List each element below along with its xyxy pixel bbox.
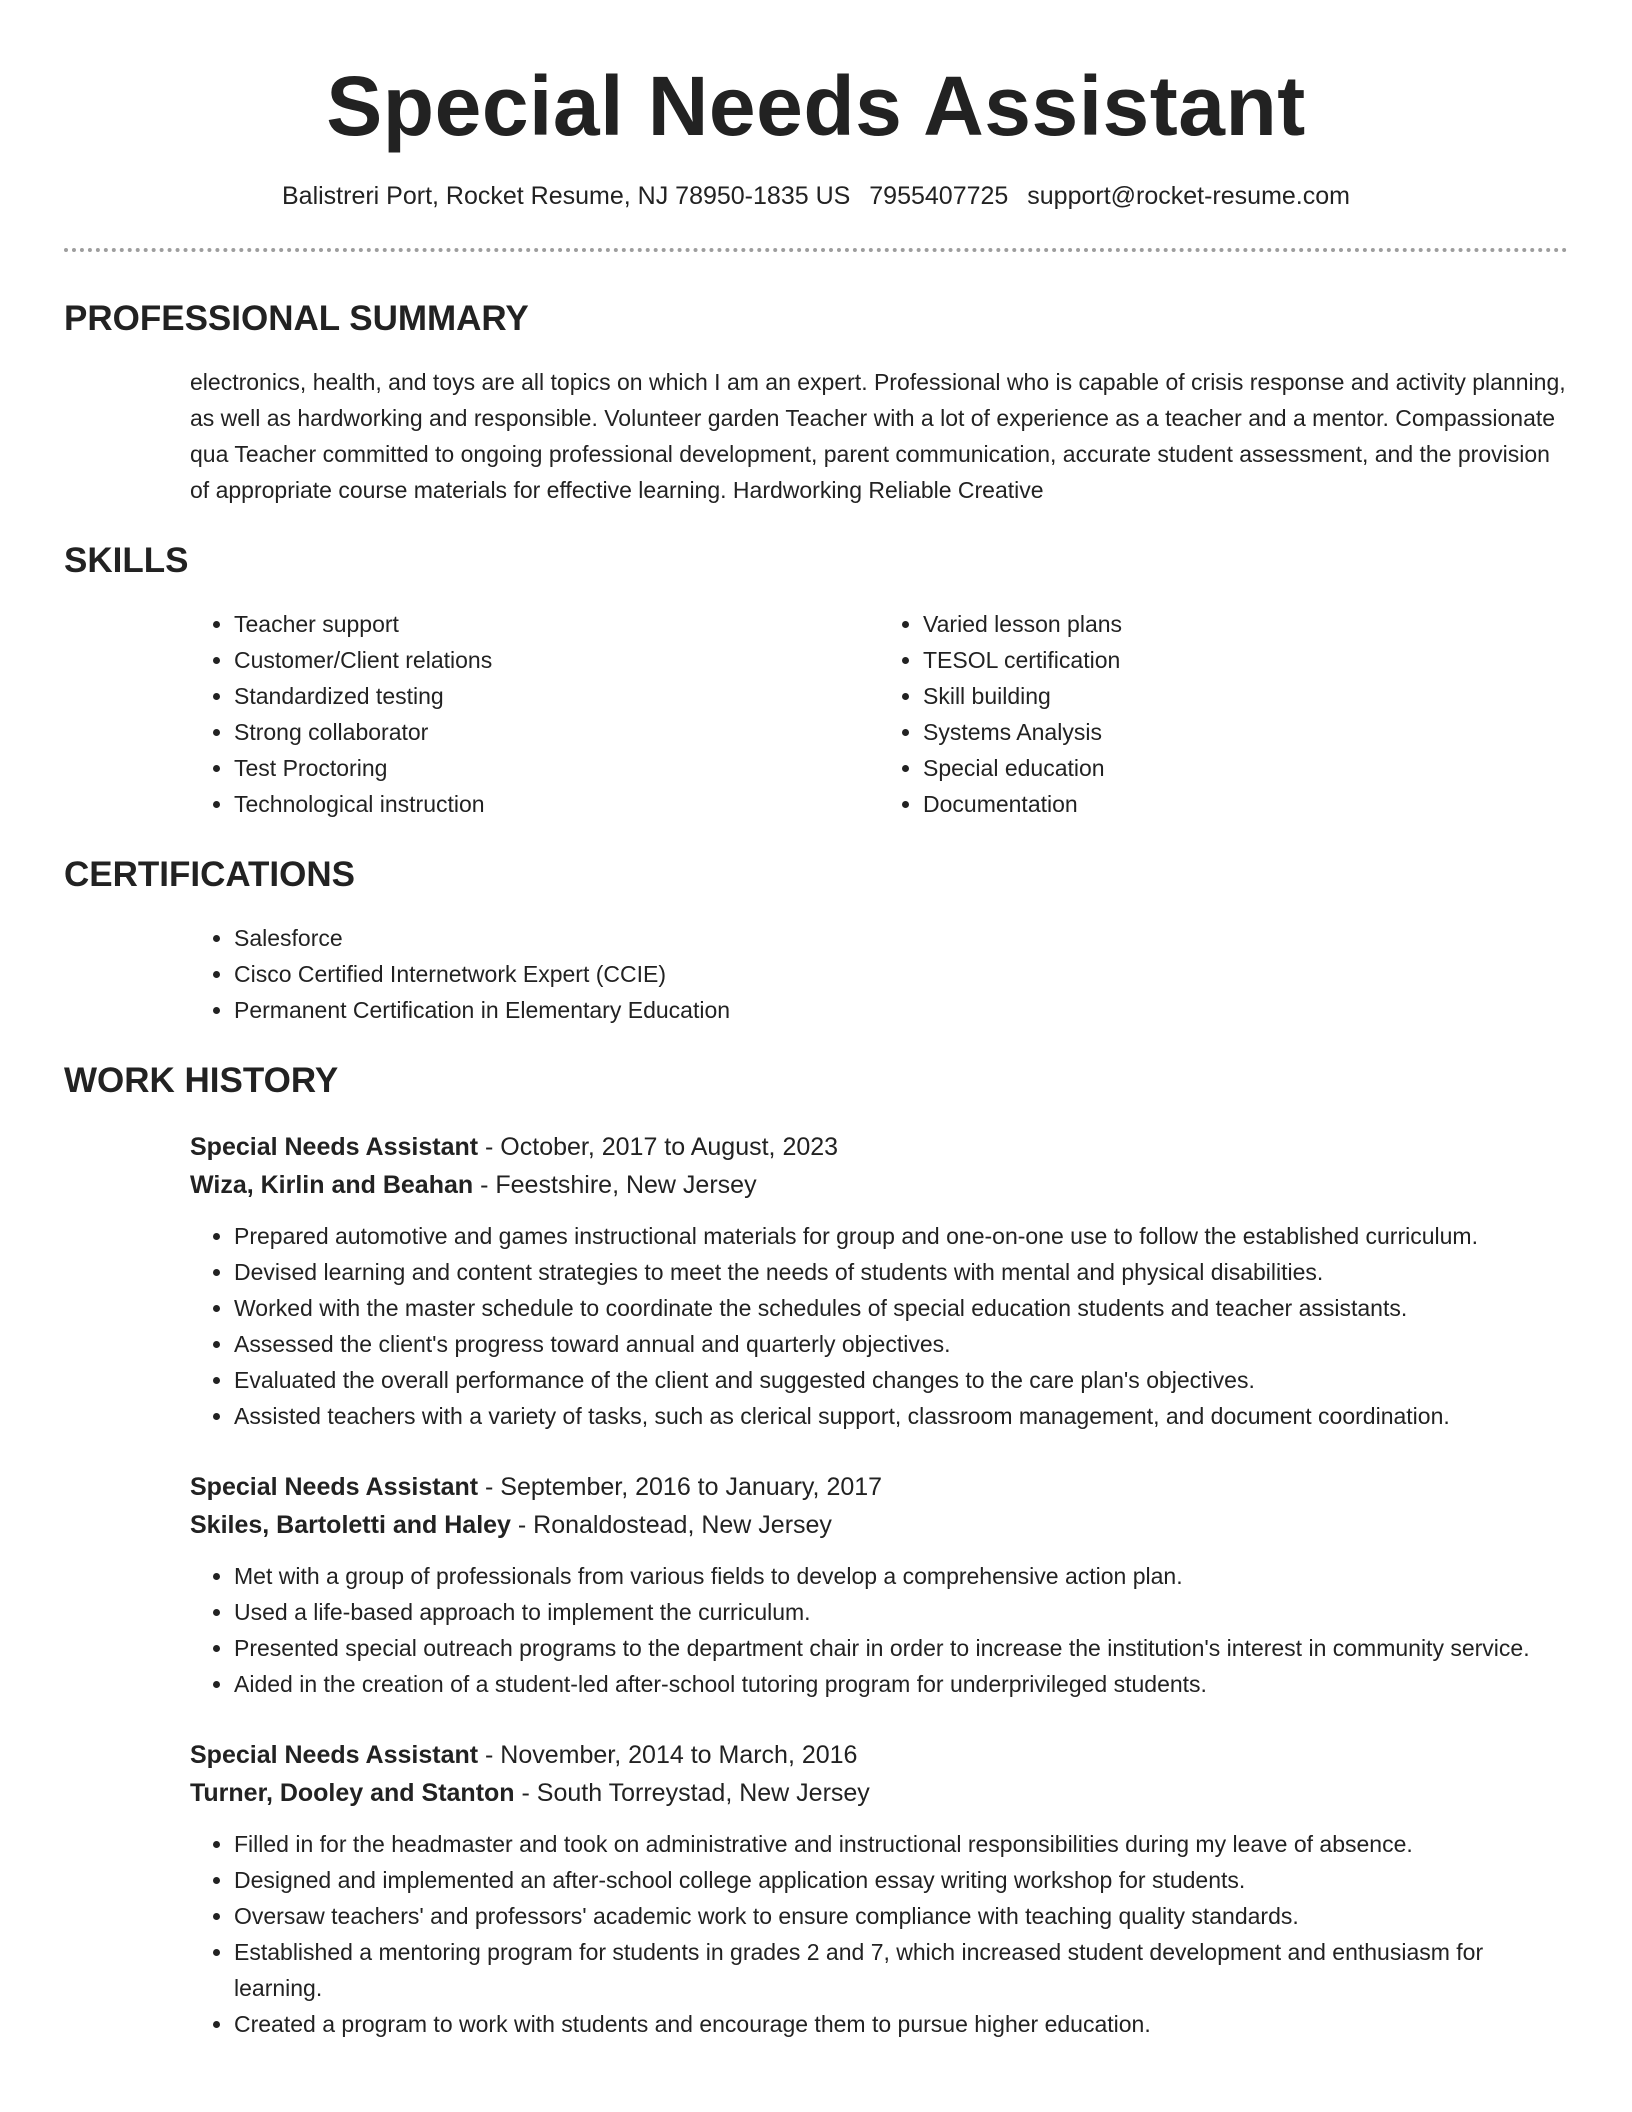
- job-dates: - October, 2017 to August, 2023: [478, 1133, 839, 1161]
- job-duties: [190, 1558, 1568, 1702]
- section-title-summary: PROFESSIONAL SUMMARY: [64, 299, 529, 338]
- job-role: Special Needs Assistant: [190, 1473, 479, 1501]
- duty-item: • Assessed the client's progress toward annual and quarterly objectives.: [234, 1326, 1568, 1362]
- certification-item: • Permanent Certification in Elementary Education: [234, 992, 1534, 1028]
- duty-item: • Assisted teachers with a variety of tasks, such as clerical support, classroom management, and document coordination.: [234, 1398, 1568, 1434]
- job-location: - South Torreystad, New Jersey: [514, 1779, 870, 1807]
- skill-item: • Standardized testing: [234, 678, 879, 714]
- skill-item: • Teacher support: [234, 606, 879, 642]
- skill-item: • Customer/Client relations: [234, 642, 879, 678]
- skill-item: • Strong collaborator: [234, 714, 879, 750]
- contact-email: support@rocket-resume.com: [1027, 182, 1350, 210]
- job-company-line: [190, 1506, 1568, 1544]
- job-dates: - September, 2016 to January, 2017: [478, 1473, 883, 1501]
- skills-list-left: [190, 606, 879, 822]
- duty-item: • Aided in the creation of a student-led after-school tutoring program for underprivileged students.: [234, 1666, 1568, 1702]
- job-company: Skiles, Bartoletti and Haley: [190, 1511, 511, 1539]
- section-title-work-history: WORK HISTORY: [64, 1061, 339, 1100]
- contact-line: [64, 180, 1568, 212]
- duty-item: • Evaluated the overall performance of the client and suggested changes to the care plan's objectives.: [234, 1362, 1568, 1398]
- duty-item: • Prepared automotive and games instructional materials for group and one-on-one use to follow the established curriculum.: [234, 1218, 1568, 1254]
- skill-item: • Technological instruction: [234, 786, 879, 822]
- candidate-name: Special Needs Assistant: [326, 59, 1306, 153]
- skill-item: • Special education: [923, 750, 1568, 786]
- job-entry: [190, 1468, 1568, 1702]
- skill-item: • Documentation: [923, 786, 1568, 822]
- section-title-skills: SKILLS: [64, 541, 189, 580]
- skill-item: • Systems Analysis: [923, 714, 1568, 750]
- duty-item: • Used a life-based approach to implement the curriculum.: [234, 1594, 1568, 1630]
- skill-item: • Test Proctoring: [234, 750, 879, 786]
- duty-item: • Established a mentoring program for students in grades 2 and 7, which increased student development and enthusiasm for learning.: [234, 1934, 1568, 2006]
- job-title-line: [190, 1736, 1568, 1774]
- job-role: Special Needs Assistant: [190, 1133, 479, 1161]
- job-company-line: [190, 1166, 1568, 1204]
- certification-item: • Salesforce: [234, 920, 1534, 956]
- job-entry: [190, 1128, 1568, 1434]
- duty-item: • Met with a group of professionals from various fields to develop a comprehensive action plan.: [234, 1558, 1568, 1594]
- duties-list: [190, 1826, 1568, 2042]
- section-title-certifications: CERTIFICATIONS: [64, 855, 356, 894]
- summary-text: electronics, health, and toys are all topics on which I am an expert. Professional who is capable of crisis response and activity planning, as well as hardworking and responsible. Volunteer garden Teacher with a lot of experience as a teacher and a mentor. Compassionate qua Teacher committed to ongoing professional development, parent communication, accurate student assessment, and the provision of appropriate course materials for effective learning. Hardworking Reliable Creative: [190, 369, 1566, 503]
- job-location: - Feestshire, New Jersey: [473, 1171, 757, 1199]
- job-role: Special Needs Assistant: [190, 1741, 479, 1769]
- certifications-list: [190, 920, 1534, 1028]
- resume-page: [64, 0, 1568, 2042]
- job-entry: [190, 1736, 1568, 2042]
- job-company-line: [190, 1774, 1568, 1812]
- duty-item: • Filled in for the headmaster and took on administrative and instructional responsibilities during my leave of absence.: [234, 1826, 1568, 1862]
- skills-grid: [190, 606, 1568, 822]
- job-location: - Ronaldostead, New Jersey: [510, 1511, 832, 1539]
- duties-list: [190, 1558, 1568, 1702]
- duty-item: • Created a program to work with students and encourage them to pursue higher education.: [234, 2006, 1568, 2042]
- duties-list: [190, 1218, 1568, 1434]
- skills-list-right: [879, 606, 1568, 822]
- header-divider: [64, 248, 1568, 252]
- duty-item: • Designed and implemented an after-school college application essay writing workshop for students.: [234, 1862, 1568, 1898]
- duty-item: • Devised learning and content strategies to meet the needs of students with mental and physical disabilities.: [234, 1254, 1568, 1290]
- duty-item: • Oversaw teachers' and professors' academic work to ensure compliance with teaching quality standards.: [234, 1898, 1568, 1934]
- skill-item: • TESOL certification: [923, 642, 1568, 678]
- duty-item: • Presented special outreach programs to the department chair in order to increase the institution's interest in community service.: [234, 1630, 1568, 1666]
- job-title-line: [190, 1128, 1568, 1166]
- job-duties: [190, 1218, 1568, 1434]
- duty-item: • Worked with the master schedule to coordinate the schedules of special education students and teacher assistants.: [234, 1290, 1568, 1326]
- skill-item: • Skill building: [923, 678, 1568, 714]
- job-company: Turner, Dooley and Stanton: [190, 1779, 515, 1807]
- certifications-block: [190, 920, 1568, 1028]
- job-title-line: [190, 1468, 1568, 1506]
- certification-item: • Cisco Certified Internetwork Expert (CCIE): [234, 956, 1534, 992]
- skill-item: • Varied lesson plans: [923, 606, 1568, 642]
- contact-phone: 7955407725: [869, 182, 1009, 210]
- job-company: Wiza, Kirlin and Beahan: [190, 1171, 474, 1199]
- contact-address: Balistreri Port, Rocket Resume, NJ 78950-1835 US: [282, 182, 851, 210]
- job-dates: - November, 2014 to March, 2016: [478, 1741, 858, 1769]
- job-duties: [190, 1826, 1568, 2042]
